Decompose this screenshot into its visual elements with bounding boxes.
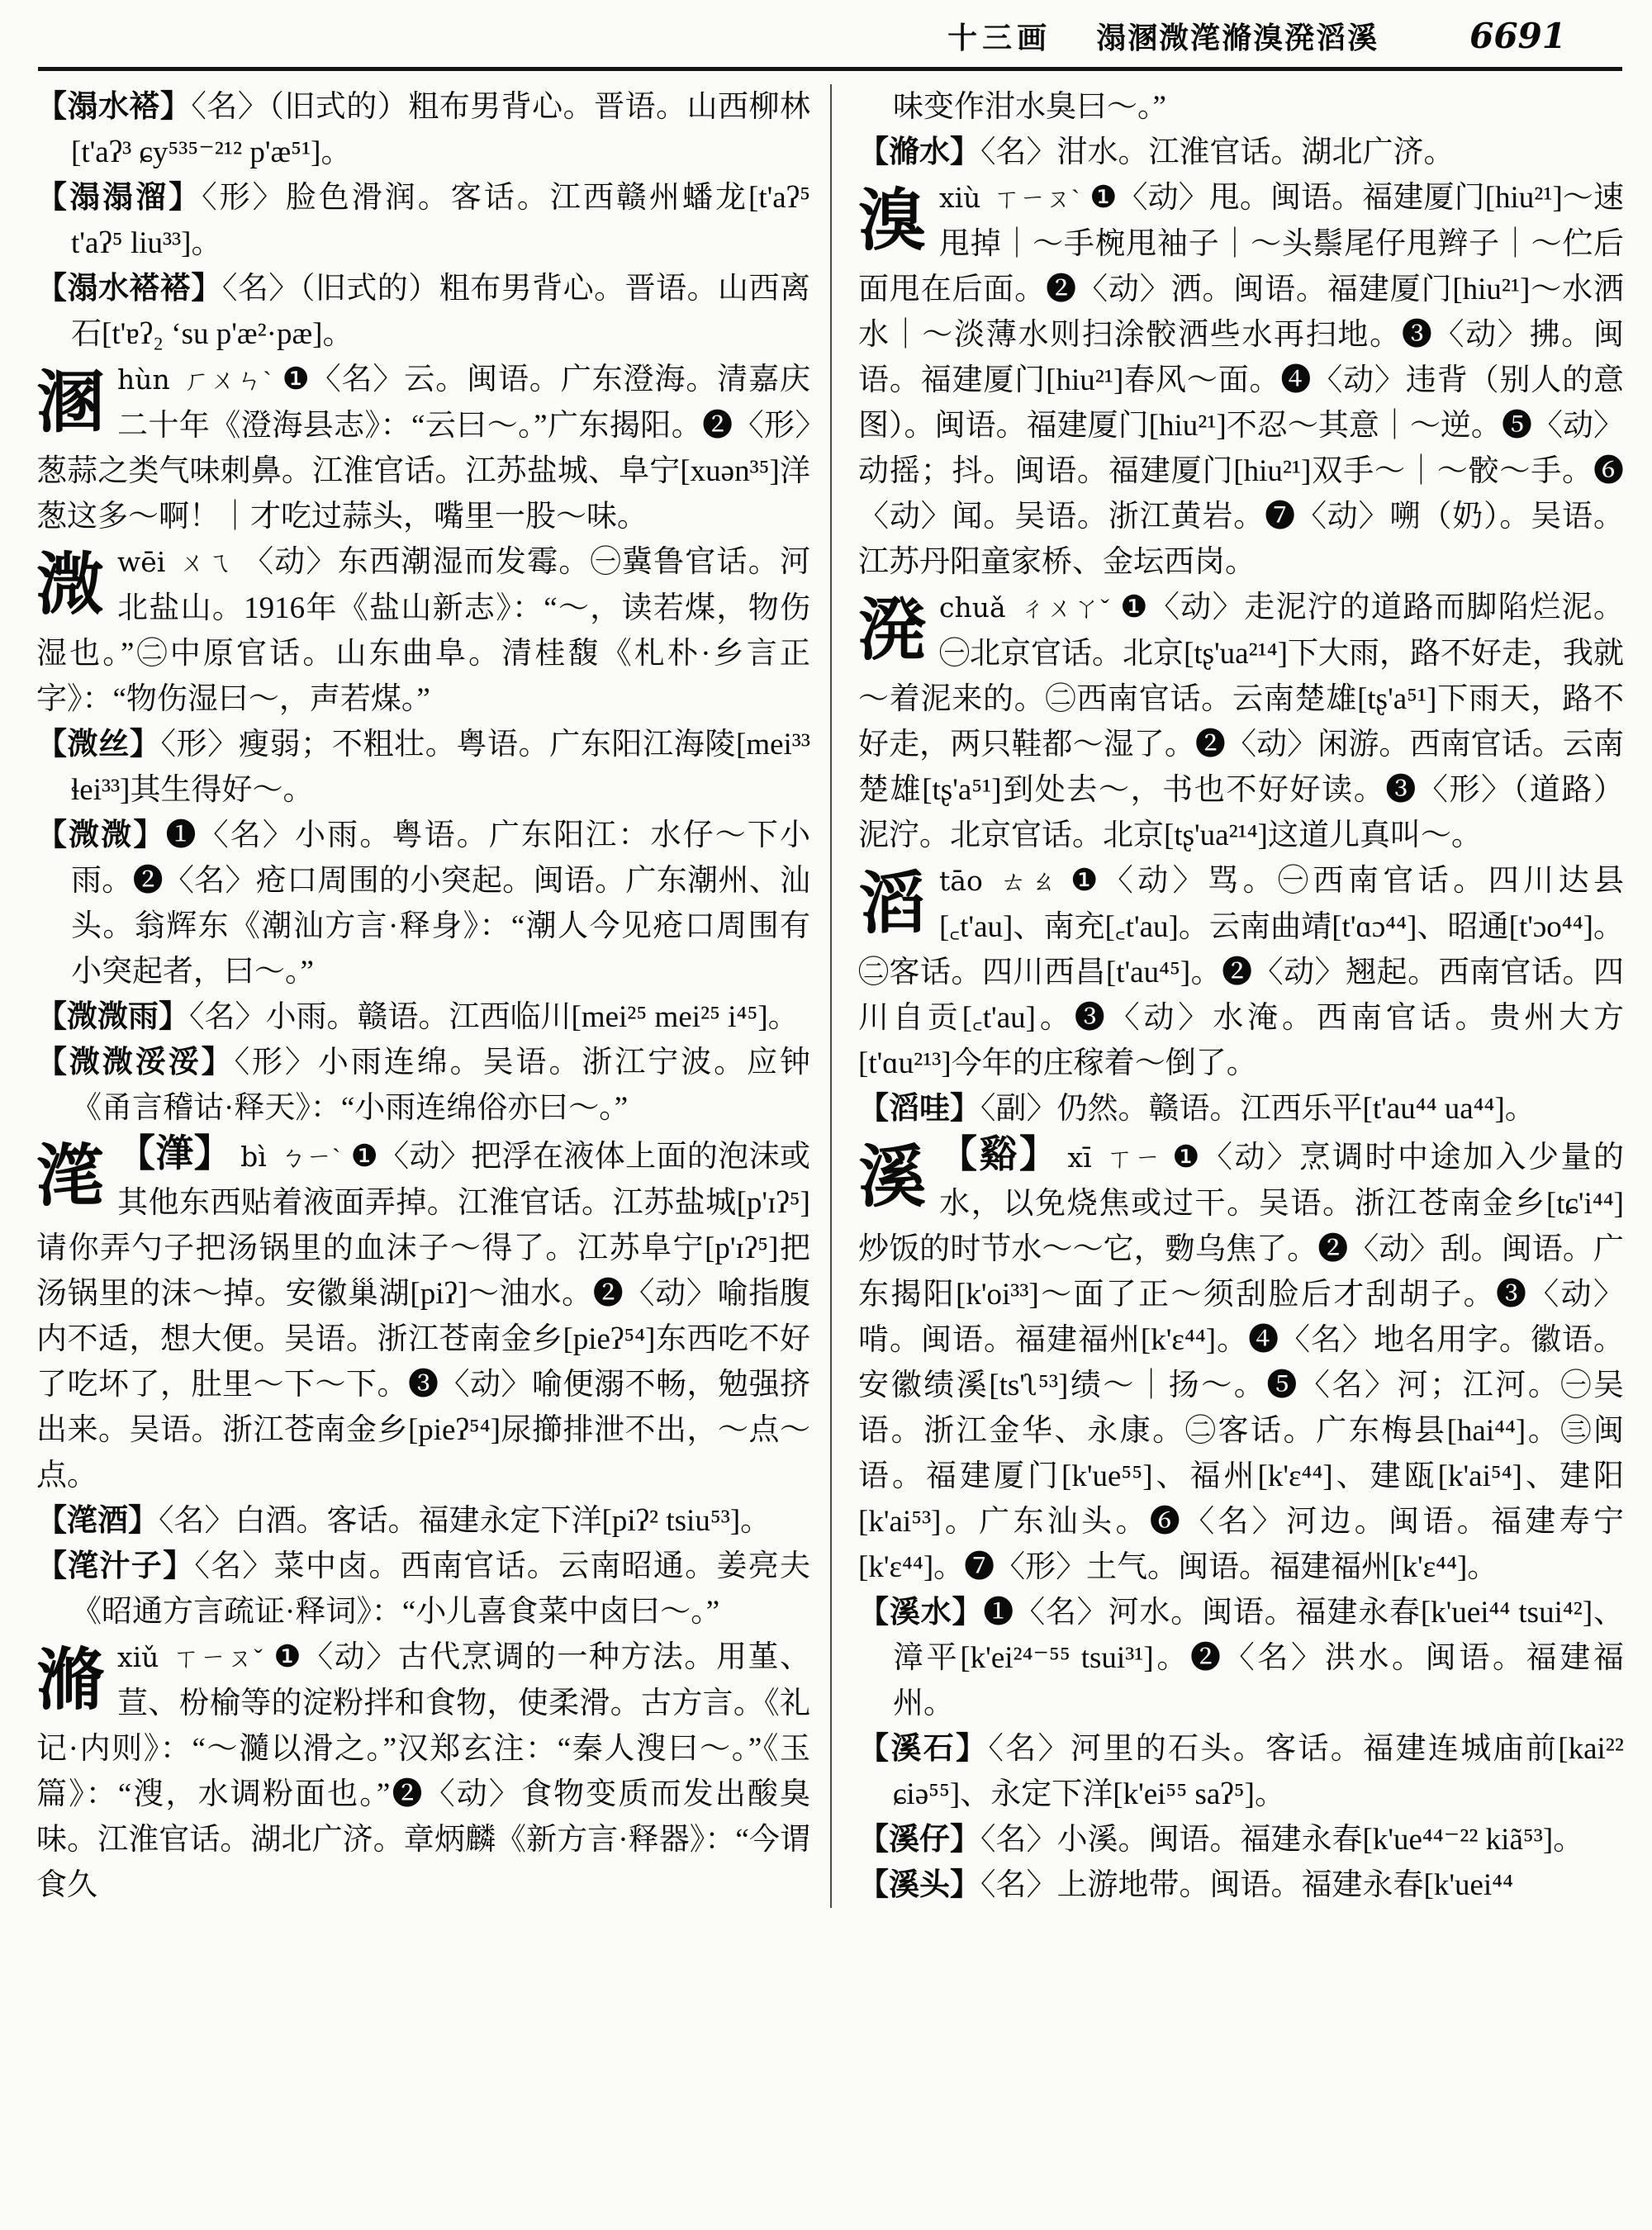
header-rule [38,67,1622,71]
entry-body: ❶〈动〉古代烹调的一种方法。用堇、荁、枌榆等的淀粉拌和食物，使柔滑。古方言。《礼记·内则》：“～瀡以滑之。”汉郑玄注：“秦人溲曰～。”《玉篇》：“溲，水调粉面也。”❷〈动〉食物变质而发出酸臭味。江淮官话。湖北广济。章炳麟《新方言·释器》：“今谓食久 [36,1640,811,1902]
entry-body: ❶〈动〉把浮在液体上面的泡沫或其他东西贴着液面弄掉。江淮官话。江苏盐城[p'ɪʔ⁵]请你弄勺子把汤锅里的血沫子～得了。江苏阜宁[p'ɪʔ⁵]把汤锅里的沫～掉。安徽巢湖[piʔ]～油水。❷〈动〉喻指腹内不适，想大便。吴语。浙江苍南金乡[pieʔ⁵⁴]东西吃不好了吃坏了，肚里～下～下。❸〈动〉喻便溺不畅，勉强挤出来。吴语。浙江苍南金乡[pieʔ⁵⁴]尿擳排泄不出，～点～点。 [36,1140,811,1492]
entry-body: ❶〈名〉云。闽语。广东澄海。清嘉庆二十年《澄海县志》：“云曰～。”广东揭阳。❷〈形〉葱蒜之类气味刺鼻。江淮官话。江苏盐城、阜宁[xuən³⁵]洋葱这多～啊！｜才吃过蒜头，嘴里一股～味。 [36,363,810,534]
entry-body: 〈副〉仍然。赣语。江西乐平[t'au⁴⁴ ua⁴⁴]。 [980,1092,1536,1126]
entry-headword: 【溦溦浽浽】 [36,1046,235,1079]
headword-character: 溦 [36,548,105,623]
entry-wei-wei-yu [36,994,810,1040]
headword-character: 滔 [858,866,927,942]
traditional-variant: 【潷】 [117,1132,233,1174]
entry-headword: 【溦溦】 [36,818,166,852]
entry-body: 〈形〉脸色滑润。客话。江西赣州蟠龙[t'aʔ⁵ t'aʔ⁵ liu³³]。 [71,181,811,260]
entry-body: 〈名〉小溪。闽语。福建永春[k'ue⁴⁴⁻²² kiã⁵³]。 [980,1823,1584,1857]
zhuyin: ㄒㄧㄡˋ [994,184,1080,213]
entry-headword: 【溦丝】 [36,728,161,762]
zhuyin: ㄔㄨㄚˇ [1018,594,1111,623]
entry-body: 味变作泔水臭曰～。” [893,90,1166,124]
zhuyin: ㄅㄧˋ [279,1143,341,1172]
pinyin: chuǎ [939,591,1006,624]
entry-tao-wa [858,1086,1624,1132]
entry-xiu4 [858,175,1624,585]
headword-character: 滗 [36,1139,105,1214]
zhuyin: ㄏㄨㄣˋ [183,366,273,395]
entry-body: ❶〈名〉河水。闽语。福建永春[k'uei⁴⁴ tsui⁴²]、漳平[k'ei²⁴⁻⁵⁵ tsui³¹]。❷〈名〉洪水。闽语。福建福州。 [893,1596,1624,1720]
entry-xiu3-continuation [858,84,1624,130]
pinyin: bì [240,1141,267,1173]
entry-headword: 【溻水褡褡】 [36,272,222,306]
entry-body: 〈名〉上游地带。闽语。福建永春[k'uei⁴⁴ [980,1868,1513,1902]
entry-bi-zhi-zi [36,1544,810,1635]
page-number: 6691 [1469,16,1566,56]
entry-wei [36,539,810,722]
entry-headword: 【溪仔】 [858,1823,980,1857]
entry-ta-shui-da-da [36,266,810,357]
entry-headword: 【溪水】 [858,1596,984,1630]
entry-body: 〈形〉瘦弱；不粗壮。粤语。广东阳江海陵[mei³³ ɬei³³]其生得好～。 [71,728,810,807]
entry-body: ❶〈动〉骂。㊀西南官话。四川达县[꜀t'au]、南充[꜀t'au]。云南曲靖[t'ɑɔ⁴⁴]、昭通[t'ɔo⁴⁴]。㊁客话。四川西昌[t'au⁴⁵]。❷〈动〉翘起。西南官话。四川自贡[꜀t'au]。❸〈动〉水淹。西南官话。贵州大方[t'ɑu²¹³]今年的庄稼着～倒了。 [858,864,1625,1080]
entry-headword: 【滫水】 [858,135,980,169]
entry-headword: 【溻溻溜】 [36,181,202,215]
entry-bi-jiu [36,1498,810,1544]
entry-body: 〈形〉小雨连绵。吴语。浙江宁波。应钟《甬言稽诂·释天》：“小雨连绵俗亦曰～。” [71,1046,810,1125]
entry-headword: 【溦溦雨】 [36,1000,189,1034]
entry-tao [858,858,1624,1086]
zhuyin: ㄨㄟ [178,548,234,577]
headword-character: 溷 [36,365,105,440]
pinyin: hùn [117,363,170,396]
entry-ta-shui-da [36,84,810,175]
entry-xi-shi [858,1726,1624,1817]
entry-body: 〈名〉小雨。赣语。江西临川[mei²⁵ mei²⁵ i⁴⁵]。 [189,1000,799,1034]
entry-xiu3 [36,1635,810,1908]
stroke-section-label: 十三画 [947,21,1052,55]
entry-xiu-shui [858,130,1624,175]
entry-body: ❶〈名〉小雨。粤语。广东阳江：水仔～下小雨。❷〈名〉疮口周围的小突起。闽语。广东潮州、汕头。翁辉东《潮汕方言·释身》：“潮人今见疮口周围有小突起者，曰～。” [71,818,811,989]
entry-body: 〈名〉白酒。客话。福建永定下洋[piʔ² tsiu⁵³]。 [159,1504,771,1538]
entry-body: ❶〈动〉烹调时中途加入少量的水，以免烧焦或过干。吴语。浙江苍南金乡[tɕ'i⁴⁴]炒饭的时节水～～它，覅乌焦了。❷〈动〉刮。闽语。广东揭阳[k'oi³³]～面了正～须刮脸后才刮胡子。❸〈动〉啃。闽语。福建福州[k'ɛ⁴⁴]。❹〈名〉地名用字。徽语。安徽绩溪[ts'ʅ⁵³]绩～｜扬～。❺〈名〉河；江河。㊀吴语。浙江金华、永康。㊁客话。广东梅县[hai⁴⁴]。㊂闽语。福建厦门[k'ue⁵⁵]、福州[k'ɛ⁴⁴]、建瓯[k'ai⁵⁴]、建阳[k'ai⁵³]。广东汕头。❻〈名〉河边。闽语。福建寿宁[k'ɛ⁴⁴]。❼〈形〉土气。闽语。福建福州[k'ɛ⁴⁴]。 [858,1141,1625,1584]
entry-wei-wei-sui-sui [36,1040,810,1131]
entry-wei-si [36,722,810,813]
entry-xi-zai [858,1817,1624,1862]
entry-xi [858,1132,1624,1590]
entry-body: 〈名〉（旧式的）粗布男背心。晋语。山西离石[t'ɐʔ₂ ʻsu p'æ²·pæ]。 [71,272,811,351]
zhuyin: ㄊㄠ [995,867,1061,896]
pinyin: xī [1067,1141,1092,1174]
entry-ta-ta-liu [36,175,810,266]
entry-body: 〈名〉河里的石头。客话。福建连城庙前[kai²² ɕiə⁵⁵]、永定下洋[k'ei⁵⁵ saʔ⁵]。 [893,1732,1624,1811]
entry-headword: 【溻水褡】 [36,90,192,124]
pinyin: tāo [939,865,983,897]
headword-character: 滫 [36,1643,105,1718]
entry-headword: 【溪石】 [858,1732,989,1766]
left-column [36,84,830,1908]
entry-body: 〈动〉东西潮湿而发霉。㊀冀鲁官话。河北盐山。1916年《盐山新志》：“～，读若煤，物伤湿也。”㊁中原官话。山东曲阜。清桂馥《札朴·乡言正字》：“物伤湿曰～，声若煤。” [36,545,811,716]
pinyin: xiǔ [117,1641,159,1673]
entry-body: ❶〈动〉甩。闽语。福建厦门[hiu²¹]～速甩掉｜～手椀甩袖子｜～头鬃尾仔甩辫子｜～伫后面甩在后面。❷〈动〉洒。闽语。福建厦门[hiu²¹]～水洒水｜～淡薄水则扫涂骹洒些水再扫地。❸〈动〉拂。闽语。福建厦门[hiu²¹]春风～面。❹〈动〉违背（别人的意图）。闽语。福建厦门[hiu²¹]不忍～其意｜～逆。❺〈动〉动摇；抖。闽语。福建厦门[hiu²¹]双手～｜～骹～手。❻〈动〉闻。吴语。浙江黄岩。❼〈动〉嗍（奶）。吴语。江苏丹阳童家桥、金坛西岗。 [858,181,1624,579]
pinyin: xiù [939,182,981,214]
headword-character: 溌 [858,593,927,668]
entry-body: 〈名〉菜中卤。西南官话。云南昭通。姜亮夫《昭通方言疏证·释词》：“小儿喜食菜中卤曰～。” [71,1549,811,1629]
entry-body: 〈名〉（旧式的）粗布男背心。晋语。山西柳林[t'aʔ³ ɕy⁵³⁵⁻²¹² p'æ⁵¹]。 [71,90,811,169]
two-column-layout [36,84,1624,1908]
entry-headword: 【滗汁子】 [36,1549,195,1583]
headword-character: 溴 [858,183,927,259]
headword-character: 溪 [858,1140,927,1215]
right-column [830,84,1624,1908]
entry-bi [36,1131,810,1498]
entry-headword: 【滗酒】 [36,1504,159,1538]
entry-body: ❶〈动〉走泥泞的道路而脚陷烂泥。㊀北京官话。北京[tʂ'ua²¹⁴]下大雨，路不好走，我就～着泥来的。㊁西南官话。云南楚雄[tʂ'a⁵¹]下雨天，路不好走，两只鞋都～湿了。❷〈动〉闲游。西南官话。云南楚雄[tʂ'a⁵¹]到处去～，书也不好好读。❸〈形〉（道路）泥泞。北京官话。北京[tʂ'ua²¹⁴]这道儿真叫～。 [858,591,1625,852]
entry-xi-shui [858,1590,1624,1726]
zhuyin: ㄒㄧ [1104,1144,1163,1173]
pinyin: wēi [117,546,166,578]
zhuyin: ㄒㄧㄡˇ [172,1644,264,1672]
entry-body: 〈名〉泔水。江淮官话。湖北广济。 [980,135,1455,169]
entry-xi-tou [858,1862,1624,1908]
entry-wei-wei [36,813,810,994]
entry-headword: 【溪头】 [858,1868,980,1902]
entry-headword: 【滔哇】 [858,1092,980,1126]
running-head [36,8,1624,67]
entry-hun [36,357,810,539]
running-head-characters: 溻溷溦滗滫溴溌滔溪 [1096,21,1379,55]
traditional-variant: 【谿】 [939,1133,1060,1175]
entry-chua [858,585,1624,858]
